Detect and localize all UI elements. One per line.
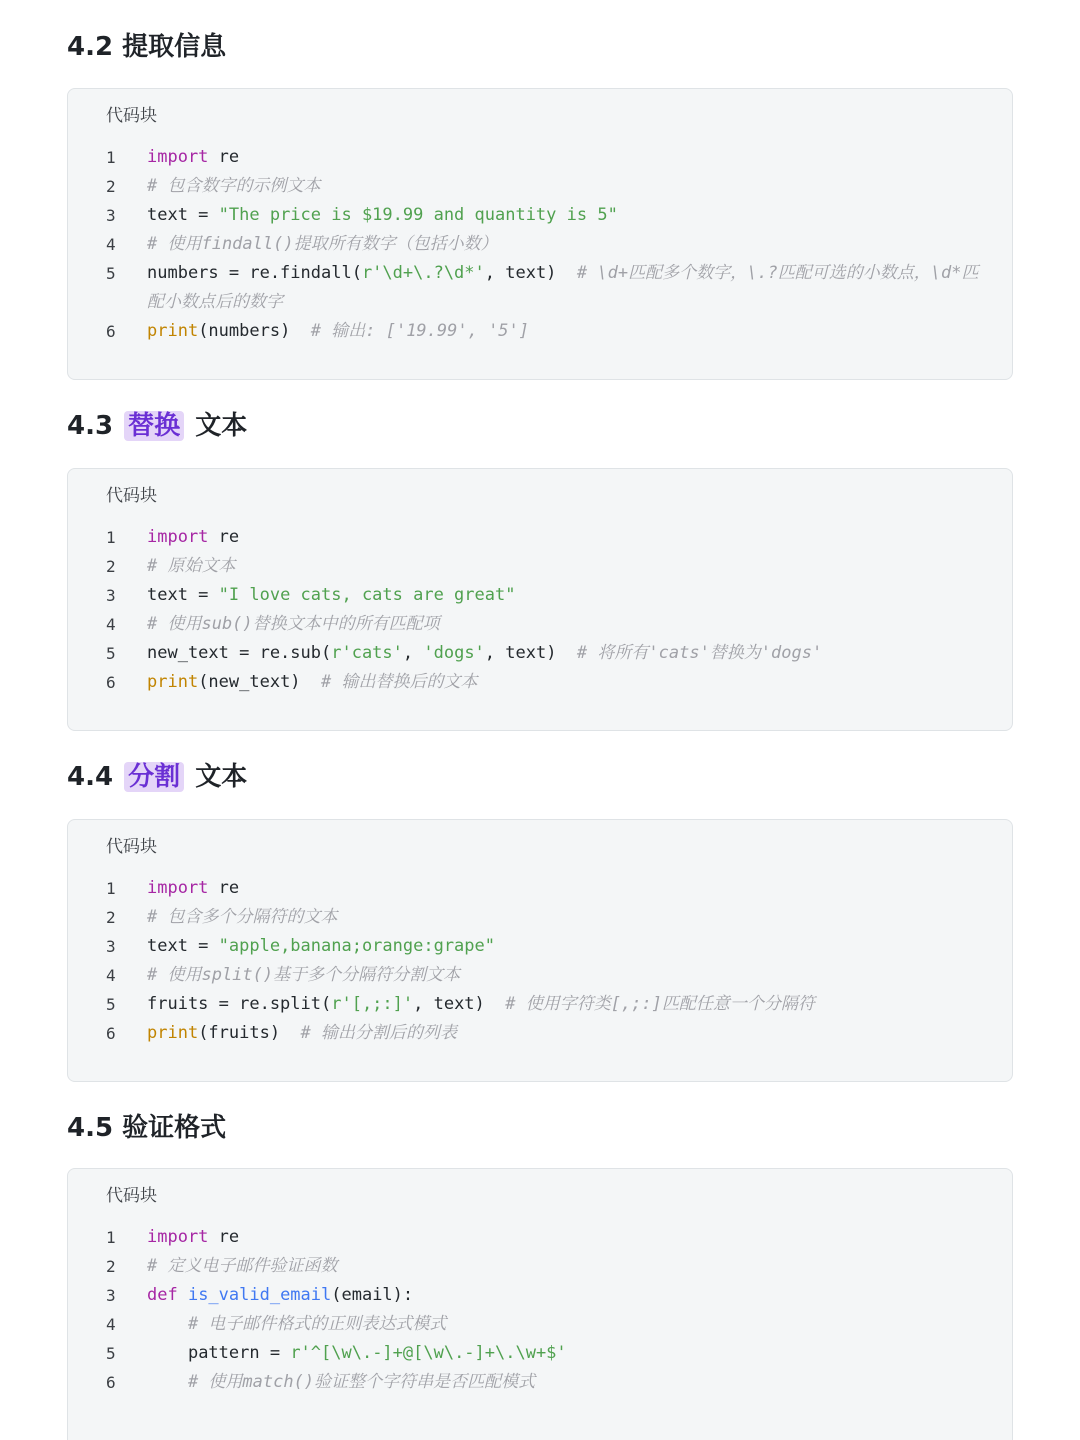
heading-highlight: 替换 — [124, 411, 184, 441]
code-block-label: 代码块 — [106, 837, 157, 857]
code-token: (new_text) — [198, 672, 322, 692]
heading-title: 文本 — [195, 762, 248, 792]
code-line — [68, 552, 1012, 581]
code-token: new_text = re.sub( — [147, 643, 332, 663]
code-line — [68, 639, 1012, 668]
keyword-token: import — [147, 527, 209, 547]
string-token: r'^[\w\.-]+@[\w\.-]+\.\w+$' — [290, 1343, 567, 1363]
code-line — [68, 201, 1012, 230]
line-number: 4 — [106, 966, 116, 985]
code-lines — [68, 143, 1012, 346]
code-text — [147, 903, 987, 932]
keyword-token: import — [147, 878, 209, 898]
code-lines — [68, 523, 1012, 697]
code-line — [68, 259, 1012, 317]
line-number: 5 — [106, 264, 116, 283]
code-token: (numbers) — [198, 321, 311, 341]
code-line — [68, 523, 1012, 552]
def-name-token: is_valid_email — [187, 1285, 332, 1305]
code-token: fruits = re.split( — [147, 994, 332, 1014]
line-number: 4 — [106, 1315, 116, 1334]
code-text — [147, 1339, 987, 1368]
code-line — [68, 932, 1012, 961]
code-text — [147, 581, 987, 610]
code-text — [147, 1281, 987, 1310]
string-token: "I love cats, cats are great" — [218, 585, 516, 605]
code-token: , text) — [484, 263, 577, 283]
function-token: print — [147, 321, 199, 341]
section-heading-4-5 — [67, 1108, 226, 1148]
line-number: 5 — [106, 644, 116, 663]
code-line — [68, 668, 1012, 697]
code-lines — [68, 1223, 1012, 1397]
section-heading-4-3 — [67, 406, 247, 446]
code-line — [68, 1252, 1012, 1281]
comment-token: # \d+匹配多个数字，\.?匹配可选的小数点，\d*匹配小数点后的数字 — [147, 263, 979, 312]
heading-number: 4.3 — [67, 411, 114, 441]
comment-token: # 输出分割后的列表 — [300, 1023, 458, 1043]
code-block — [67, 819, 1013, 1082]
code-token: (email): — [331, 1285, 414, 1305]
code-token — [147, 1372, 188, 1392]
code-text — [147, 932, 987, 961]
line-number: 5 — [106, 995, 116, 1014]
comment-token: # 电子邮件格式的正则表达式模式 — [187, 1314, 447, 1334]
line-number: 4 — [106, 235, 116, 254]
code-text — [147, 610, 987, 639]
code-token: , — [402, 643, 424, 663]
line-number: 2 — [106, 557, 116, 576]
code-block — [67, 1168, 1013, 1440]
code-line — [68, 903, 1012, 932]
code-token: , text) — [413, 994, 506, 1014]
line-number: 2 — [106, 908, 116, 927]
code-token: pattern = — [147, 1343, 291, 1363]
code-text — [147, 523, 987, 552]
code-text — [147, 172, 987, 201]
code-block-label: 代码块 — [106, 106, 157, 126]
comment-token: # 定义电子邮件验证函数 — [147, 1256, 338, 1276]
code-line — [68, 961, 1012, 990]
comment-token: # 原始文本 — [147, 556, 236, 576]
code-text — [147, 230, 987, 259]
code-line — [68, 230, 1012, 259]
line-number: 3 — [106, 937, 116, 956]
code-text — [147, 1310, 987, 1339]
line-number: 6 — [106, 1024, 116, 1043]
code-token: (fruits) — [198, 1023, 301, 1043]
code-token: numbers = re.findall( — [147, 263, 362, 283]
section-heading-4-2 — [67, 27, 226, 67]
code-text — [147, 317, 987, 346]
comment-token: # 使用split()基于多个分隔符分割文本 — [147, 965, 461, 985]
string-token: 'dogs' — [423, 643, 485, 663]
heading-number: 4.4 — [67, 762, 114, 792]
line-number: 6 — [106, 1373, 116, 1392]
code-token: re — [208, 878, 240, 898]
code-token: re — [208, 147, 240, 167]
heading-title: 文本 — [195, 411, 248, 441]
code-line — [68, 874, 1012, 903]
string-token: "apple,banana;orange:grape" — [218, 936, 495, 956]
comment-token: # 使用match()验证整个字符串是否匹配模式 — [187, 1372, 536, 1392]
code-text — [147, 1019, 987, 1048]
code-line — [68, 317, 1012, 346]
code-line — [68, 610, 1012, 639]
code-line — [68, 143, 1012, 172]
line-number: 2 — [106, 177, 116, 196]
code-block-label: 代码块 — [106, 486, 157, 506]
code-token: , text) — [484, 643, 577, 663]
comment-token: # 输出: ['19.99', '5'] — [310, 321, 530, 341]
heading-highlight: 分割 — [124, 762, 184, 792]
line-number: 1 — [106, 148, 116, 167]
heading-number: 4.5 — [67, 1113, 114, 1143]
code-line — [68, 172, 1012, 201]
code-token: re — [208, 1227, 240, 1247]
code-block-label: 代码块 — [106, 1186, 157, 1206]
code-text — [147, 259, 987, 317]
line-number: 3 — [106, 206, 116, 225]
code-text — [147, 961, 987, 990]
comment-token: # 包含多个分隔符的文本 — [147, 907, 338, 927]
code-text — [147, 1252, 987, 1281]
code-line — [68, 1310, 1012, 1339]
code-text — [147, 1223, 987, 1252]
line-number: 6 — [106, 673, 116, 692]
section-heading-4-4 — [67, 757, 247, 797]
code-text — [147, 143, 987, 172]
comment-token: # 输出替换后的文本 — [321, 672, 478, 692]
code-token: text = — [147, 205, 219, 225]
keyword-token: def — [147, 1285, 188, 1305]
code-token: text = — [147, 936, 219, 956]
code-line — [68, 990, 1012, 1019]
code-text — [147, 1368, 987, 1397]
code-text — [147, 552, 987, 581]
code-text — [147, 874, 987, 903]
comment-token: # 使用sub()替换文本中的所有匹配项 — [147, 614, 440, 634]
line-number: 1 — [106, 1228, 116, 1247]
string-token: r'cats' — [331, 643, 403, 663]
comment-token: # 使用字符类[,;:]匹配任意一个分隔符 — [505, 994, 815, 1014]
code-line — [68, 1019, 1012, 1048]
line-number: 4 — [106, 615, 116, 634]
heading-number: 4.2 — [67, 32, 114, 62]
code-text — [147, 201, 987, 230]
string-token: "The price is $19.99 and quantity is 5" — [218, 205, 618, 225]
comment-token: # 使用findall()提取所有数字（包括小数） — [147, 234, 498, 254]
code-text — [147, 990, 987, 1019]
code-block — [67, 88, 1013, 380]
function-token: print — [147, 672, 199, 692]
function-token: print — [147, 1023, 199, 1043]
code-block — [67, 468, 1013, 731]
line-number: 1 — [106, 528, 116, 547]
comment-token: # 包含数字的示例文本 — [147, 176, 321, 196]
code-text — [147, 639, 987, 668]
line-number: 6 — [106, 322, 116, 341]
code-lines — [68, 874, 1012, 1048]
comment-token: # 将所有'cats'替换为'dogs' — [576, 643, 823, 663]
line-number: 3 — [106, 586, 116, 605]
keyword-token: import — [147, 1227, 209, 1247]
code-line — [68, 1339, 1012, 1368]
keyword-token: import — [147, 147, 209, 167]
line-number: 2 — [106, 1257, 116, 1276]
code-text — [147, 668, 987, 697]
line-number: 5 — [106, 1344, 116, 1363]
code-line — [68, 581, 1012, 610]
code-line — [68, 1281, 1012, 1310]
string-token: r'\d+\.?\d*' — [361, 263, 485, 283]
code-token — [147, 1314, 188, 1334]
code-line — [68, 1368, 1012, 1397]
line-number: 3 — [106, 1286, 116, 1305]
code-line — [68, 1223, 1012, 1252]
string-token: r'[,;:]' — [331, 994, 414, 1014]
heading-title: 提取信息 — [122, 32, 227, 62]
code-token: re — [208, 527, 240, 547]
heading-title: 验证格式 — [122, 1113, 227, 1143]
line-number: 1 — [106, 879, 116, 898]
code-token: text = — [147, 585, 219, 605]
